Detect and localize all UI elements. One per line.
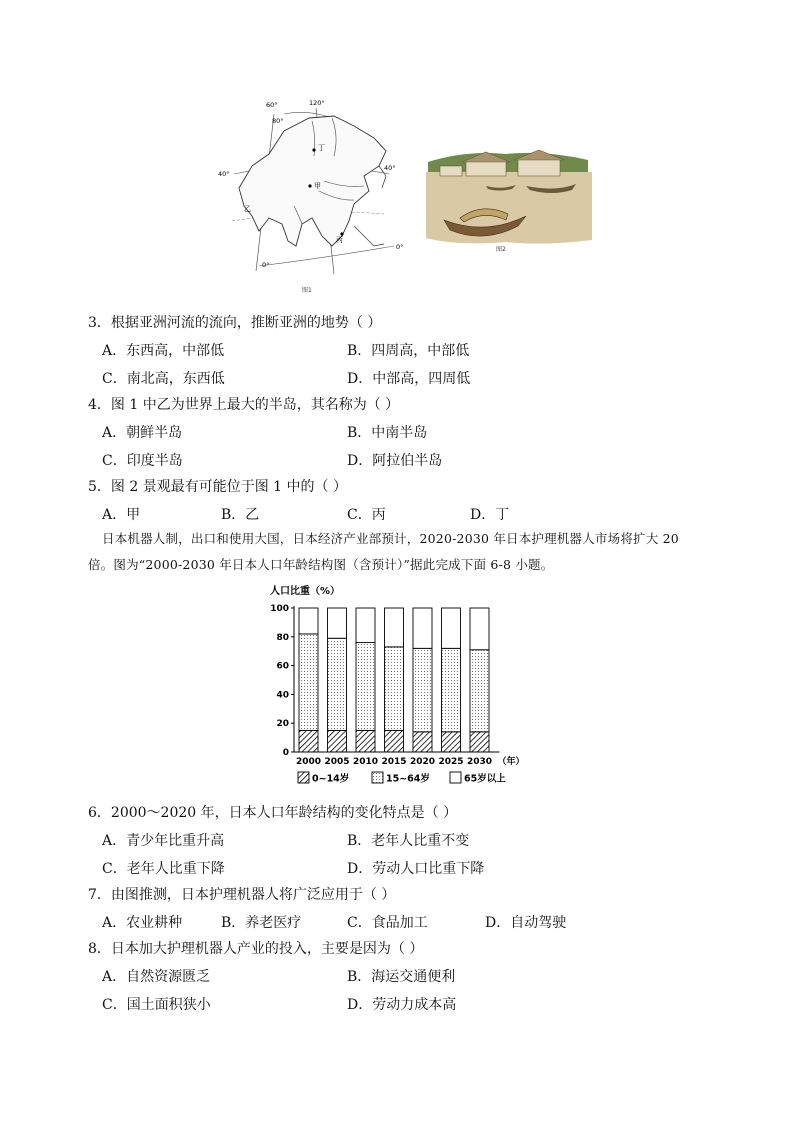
question-5-option-a[interactable]: A．甲	[102, 507, 141, 523]
question-6-option-c[interactable]: C．老年人比重下降	[102, 861, 225, 877]
label-lon60: 60°	[266, 101, 278, 109]
question-3-option-d[interactable]: D．中部高，四周低	[347, 371, 471, 387]
legend-swatch	[450, 772, 461, 783]
question-6-option-b[interactable]: B．老年人比重不变	[347, 833, 470, 849]
label-lat0-right: 0°	[396, 243, 404, 251]
passage-line-1: 日本机器人制，出口和使用大国，日本经济产业部预计，2020-2030 年日本护理机器人市场将扩大 20	[102, 531, 679, 546]
question-3-stem: 3．根据亚洲河流的流向，推断亚洲的地势（ ）	[88, 315, 382, 331]
x-tick-label: 2000	[295, 757, 322, 767]
label-ding: 丁	[318, 144, 325, 152]
bar-segment-dots	[328, 638, 347, 730]
x-tick-label: 2025	[438, 757, 464, 767]
y-tick-label: 60	[276, 661, 289, 672]
bar-segment-hatch	[356, 730, 375, 752]
x-tick-label: 2020	[409, 757, 436, 767]
bar-segment-blank	[470, 608, 489, 650]
legend-label: 0~14岁	[312, 773, 350, 785]
question-4-stem: 4．图 1 中乙为世界上最大的半岛，其名称为（ ）	[88, 397, 400, 413]
question-4-option-c[interactable]: C．印度半岛	[102, 453, 183, 469]
x-tick-label: 2030	[466, 757, 493, 767]
legend-swatch	[372, 772, 383, 783]
legend-label: 15~64岁	[386, 773, 430, 785]
label-lat40-left: 40°	[218, 170, 230, 178]
question-8-option-d[interactable]: D．劳动力成本高	[347, 997, 457, 1013]
label-lat0-left: 0°	[262, 261, 270, 269]
bar-segment-dots	[356, 643, 375, 731]
question-8-option-c[interactable]: C．国土面积狭小	[102, 997, 211, 1013]
bar-segment-blank	[413, 608, 432, 648]
label-lat80: 80°	[272, 117, 284, 125]
question-3-option-a[interactable]: A．东西高，中部低	[102, 343, 225, 359]
question-8-option-b[interactable]: B．海运交通便利	[347, 969, 456, 985]
asia-map-sketch	[214, 96, 414, 296]
question-6-option-d[interactable]: D．劳动人口比重下降	[347, 861, 485, 877]
label-bing: 丙	[336, 236, 343, 244]
bar-segment-hatch	[299, 730, 318, 752]
question-7-option-b[interactable]: B．养老医疗	[221, 915, 302, 931]
question-4-option-b[interactable]: B．中南半岛	[347, 425, 428, 441]
y-tick-label: 100	[270, 604, 289, 614]
question-8-stem: 8．日本加大护理机器人产业的投入，主要是因为（ ）	[88, 941, 424, 957]
question-6-option-a[interactable]: A．青少年比重升高	[102, 833, 225, 849]
question-7-option-d[interactable]: D．自动驾驶	[485, 915, 567, 931]
question-5-option-d[interactable]: D．丁	[470, 507, 510, 523]
label-lat40-right: 40°	[384, 164, 396, 172]
bar-segment-blank	[299, 608, 318, 634]
y-tick-label: 80	[276, 632, 289, 643]
population-structure-chart	[264, 580, 534, 788]
question-8-option-a[interactable]: A．自然资源匮乏	[102, 969, 211, 985]
bar-segment-dots	[413, 648, 432, 732]
question-5-option-c[interactable]: C．丙	[347, 507, 386, 523]
chart-ylabel: 人口比重（%）	[270, 586, 341, 597]
x-tick-label: 2005	[324, 757, 350, 767]
question-7-stem: 7．由图推测，日本护理机器人将广泛应用于（ ）	[88, 887, 396, 903]
question-3-option-b[interactable]: B．四周高，中部低	[347, 343, 470, 359]
bar-segment-hatch	[328, 730, 347, 752]
question-4-option-d[interactable]: D．阿拉伯半岛	[347, 453, 443, 469]
x-tick-label: 2015	[381, 757, 407, 767]
y-tick-label: 40	[276, 690, 289, 701]
asia-landmass	[239, 116, 386, 246]
point-jia	[308, 184, 311, 187]
label-yi: 乙	[244, 205, 251, 213]
chart-xunit: （年）	[497, 757, 525, 767]
bar-segment-blank	[385, 608, 404, 647]
question-4-option-a[interactable]: A．朝鲜半岛	[102, 425, 183, 441]
passage-line-2: 倍。图为“2000-2030 年日本人口年龄结构图（含预计）”据此完成下面 6-8 小题。	[88, 557, 554, 572]
bar-segment-blank	[356, 608, 375, 643]
equator	[259, 246, 394, 266]
label-jia: 甲	[314, 182, 321, 190]
bar-segment-hatch	[442, 732, 461, 752]
chart-legend	[298, 772, 506, 785]
bar-segment-blank	[328, 608, 347, 638]
label-lon120: 120°	[309, 99, 325, 107]
x-tick-label: 2010	[352, 757, 379, 767]
bar-segment-hatch	[385, 730, 404, 752]
bar-segment-hatch	[470, 732, 489, 752]
question-5-option-b[interactable]: B．乙	[221, 507, 260, 523]
islands-outline	[354, 226, 384, 246]
legend-label: 65岁以上	[464, 773, 506, 785]
bar-segment-dots	[385, 647, 404, 731]
water-village-illustration	[426, 150, 592, 255]
question-7-option-c[interactable]: C．食品加工	[347, 915, 428, 931]
question-7-option-a[interactable]: A．农业耕种	[102, 915, 183, 931]
figure-2-scene	[426, 150, 592, 255]
caption-fig1: 图1	[302, 287, 312, 294]
question-6-stem: 6．2000～2020 年，日本人口年龄结构的变化特点是（ ）	[88, 805, 458, 821]
flood-water	[426, 172, 592, 244]
question-5-stem: 5．图 2 景观最有可能位于图 1 中的（ ）	[88, 479, 347, 495]
y-tick-label: 20	[276, 719, 289, 730]
bar-segment-dots	[299, 634, 318, 730]
house-2	[518, 158, 560, 176]
legend-swatch	[298, 772, 309, 783]
bar-segment-dots	[442, 648, 461, 732]
house-3	[440, 166, 462, 176]
bar-segment-hatch	[413, 732, 432, 752]
figure-1-map	[214, 96, 414, 296]
y-tick-label: 0	[282, 748, 289, 758]
point-ding	[312, 148, 315, 151]
bar-segment-dots	[470, 650, 489, 732]
chart-svg	[264, 580, 534, 788]
bar-segment-blank	[442, 608, 461, 648]
house-1	[466, 160, 506, 176]
caption-fig2: 图2	[496, 246, 506, 253]
question-3-option-c[interactable]: C．南北高，东西低	[102, 371, 225, 387]
